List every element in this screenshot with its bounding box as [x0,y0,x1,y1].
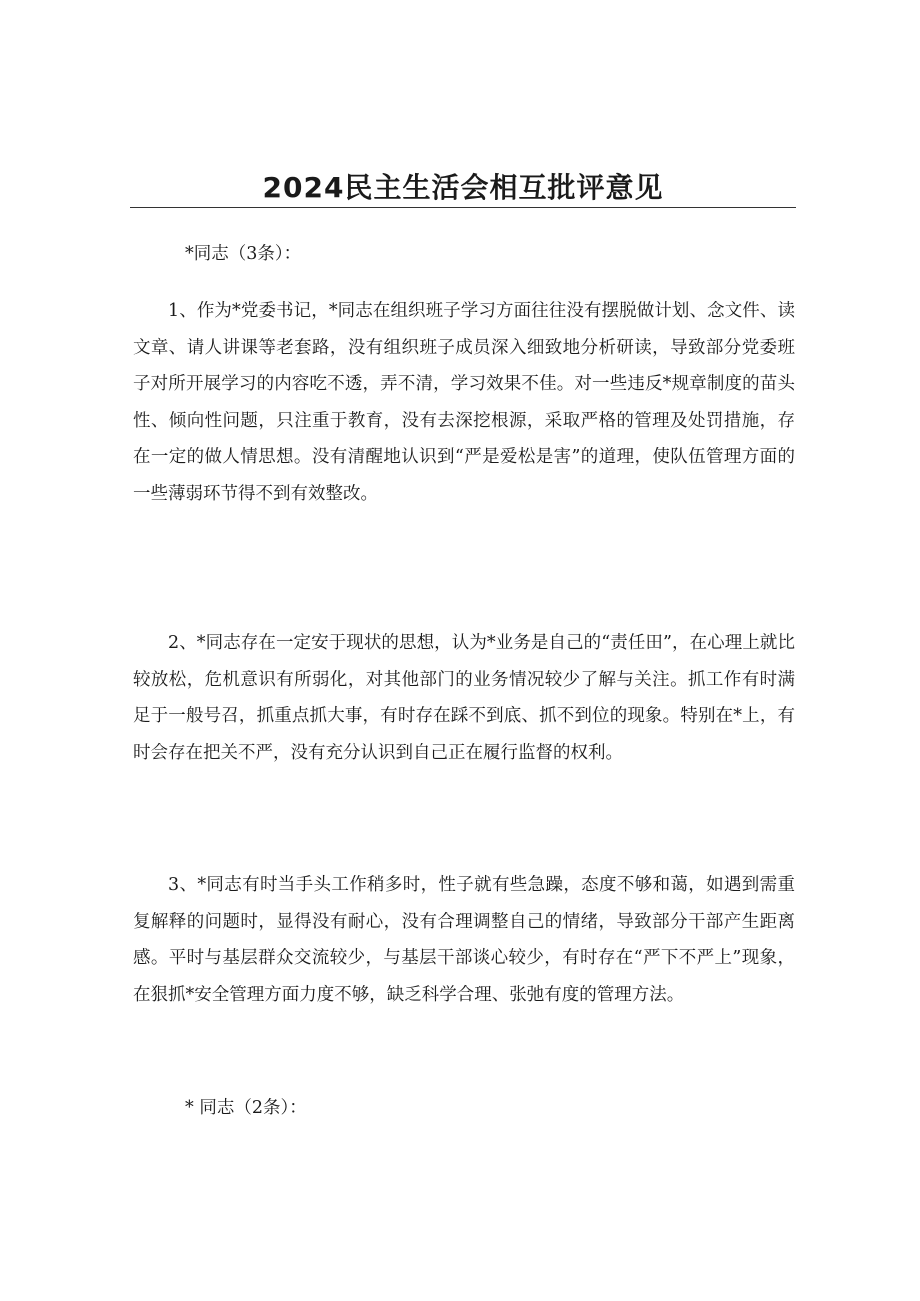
paragraph-3: 3、*同志有时当手头工作稍多时，性子就有些急躁，态度不够和蔼，如遇到需重复解释的问题时，显得没有耐心，没有合理调整自己的情绪，导致部分干部产生距离感。平时与基层群众交流较少，与基层干部谈心较少，有时存在“严下不严上”现象，在狠抓*安全管理方面力度不够，缺乏科学合理、张弛有度的管理方法。 [133,875,795,1005]
paragraph-1: 1、作为*党委书记，*同志在组织班子学习方面往往没有摆脱做计划、念文件、读文章、请人讲课等老套路，没有组织班子成员深入细致地分析研读，导致部分党委班子对所开展学习的内容吃不透，弄不清，学习效果不佳。对一些违反*规章制度的苗头性、倾向性问题，只注重于教育，没有去深挖根源，采取严格的管理及处罚措施，存在一定的做人情思想。没有清醒地认识到“严是爱松是害”的道理，使队伍管理方面的一些薄弱环节得不到有效整改。 [133,301,795,504]
document-title: 2024民主生活会相互批评意见 [262,171,664,204]
paragraph-2: 2、*同志存在一定安于现状的思想，认为*业务是自己的“责任田”，在心理上就比较放松，危机意识有所弱化，对其他部门的业务情况较少了解与关注。抓工作有时满足于一般号召，抓重点抓大事，有时存在踩不到底、抓不到位的现象。特别在*上，有时会存在把关不严，没有充分认识到自己正在履行监督的权利。 [133,633,795,763]
title-divider [130,207,796,208]
section-heading-2: * 同志（2条）： [185,1098,307,1118]
section-heading-1: *同志（3条）： [185,244,302,264]
